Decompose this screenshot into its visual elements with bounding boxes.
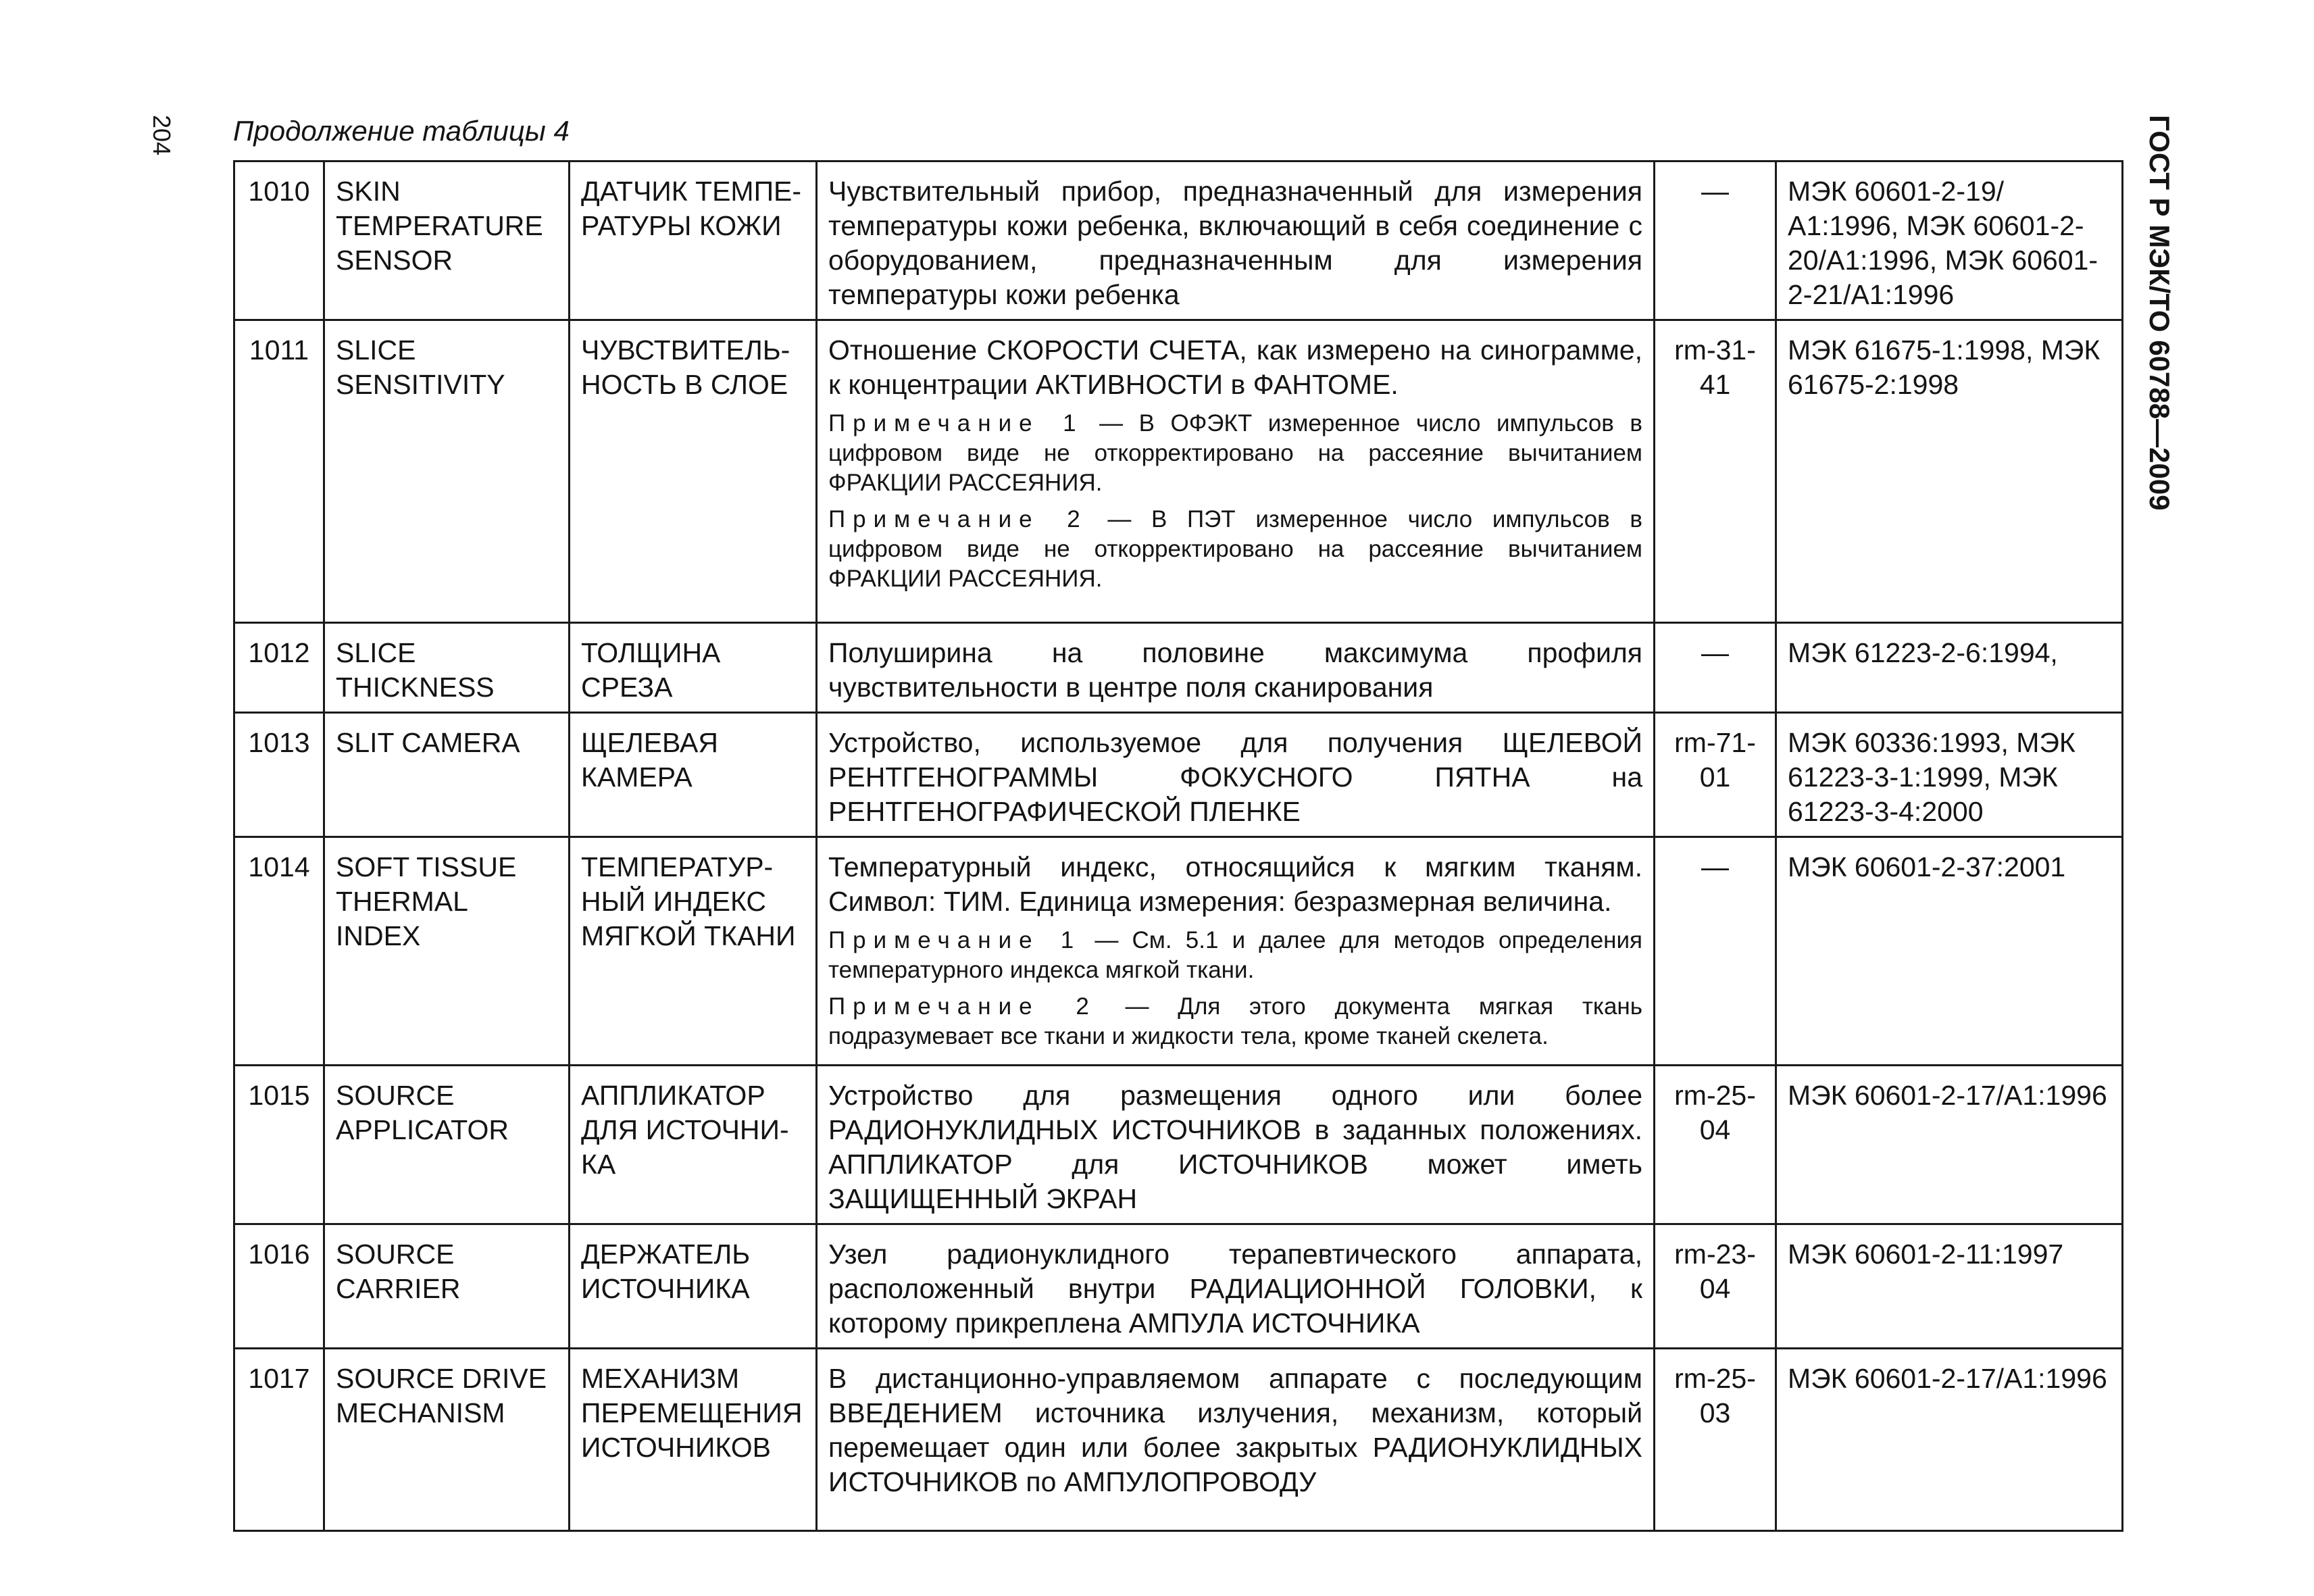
term-definition-cell bbox=[817, 161, 1655, 320]
term-definition-cell bbox=[817, 320, 1655, 623]
note-text: — См. 5.1 и далее для методов определения температурного индекса мягкой ткани. bbox=[828, 927, 1642, 983]
term-english: SLIT CAMERA bbox=[324, 713, 570, 837]
term-standards: МЭК 60601-2-19/А1:1996, МЭК 60601-2-20/А1:1996, МЭК 60601-2-21/А1:1996 bbox=[1776, 161, 2123, 320]
term-definition: Чувствительный прибор, предназначенный для измерения температуры кожи ребенка, включающий в себя соединение с оборудованием, предназначенным для измерения температуры кожи ребенка bbox=[828, 176, 1642, 310]
term-definition: Устройство для размещения одного или более РАДИОНУКЛИДНЫХ ИСТОЧНИКОВ в заданных положениях. АППЛИКАТОР для ИСТОЧНИКОВ может иметь ЗАЩИЩЕННЫЙ ЭКРАН bbox=[828, 1080, 1642, 1214]
term-definition-cell bbox=[817, 713, 1655, 837]
term-english: SOURCE APPLICATOR bbox=[324, 1066, 570, 1224]
term-english: SOFT TISSUE THERMAL INDEX bbox=[324, 837, 570, 1066]
term-number: 1015 bbox=[234, 1066, 324, 1224]
page-number: 204 bbox=[148, 115, 176, 156]
term-number: 1013 bbox=[234, 713, 324, 837]
term-definition: Отношение СКОРОСТИ СЧЕТА, как измерено на синограмме, к концентрации АКТИВНОСТИ в ФАНТОМЕ. bbox=[828, 334, 1642, 400]
term-definition-cell bbox=[817, 1349, 1655, 1531]
note-text: — В ОФЭКТ измеренное число импульсов в цифровом виде не откорректировано на рассеяние вычитанием ФРАКЦИИ РАССЕЯНИЯ. bbox=[828, 410, 1642, 496]
term-reference: rm-71-01 bbox=[1655, 713, 1776, 837]
term-reference: rm-25-03 bbox=[1655, 1349, 1776, 1531]
term-english: SOURCE DRIVE MECHANISM bbox=[324, 1349, 570, 1531]
table-row bbox=[234, 161, 2123, 320]
term-number: 1011 bbox=[234, 320, 324, 623]
term-definition: Узел радионуклидного терапевтического аппарата, расположенный внутри РАДИАЦИОННОЙ ГОЛОВКИ, к которому прикреплена АМПУЛА ИСТОЧНИКА bbox=[828, 1239, 1642, 1339]
term-russian: МЕХАНИЗМ ПЕРЕМЕЩЕНИЯ ИСТОЧНИКОВ bbox=[570, 1349, 817, 1531]
term-reference: rm-25-04 bbox=[1655, 1066, 1776, 1224]
term-definition: Температурный индекс, относящийся к мягким тканям. Символ: ТИМ. Единица измерения: безразмерная величина. bbox=[828, 851, 1642, 917]
term-russian: ДАТЧИК ТЕМПЕ-РАТУРЫ КОЖИ bbox=[570, 161, 817, 320]
term-russian: ТОЛЩИНА СРЕЗА bbox=[570, 623, 817, 713]
term-definition: Устройство, используемое для получения ЩЕЛЕВОЙ РЕНТГЕНОГРАММЫ ФОКУСНОГО ПЯТНА на РЕНТГЕНОГРАФИЧЕСКОЙ ПЛЕНКЕ bbox=[828, 727, 1642, 827]
term-number: 1014 bbox=[234, 837, 324, 1066]
term-note bbox=[828, 505, 1642, 594]
terms-table bbox=[233, 160, 2123, 1532]
term-english: SLICE SENSITIVITY bbox=[324, 320, 570, 623]
table-row bbox=[234, 1066, 2123, 1224]
table-row bbox=[234, 1224, 2123, 1349]
note-text: — В ПЭТ измеренное число импульсов в цифровом виде не откорректировано на рассеяние вычитанием ФРАКЦИИ РАССЕЯНИЯ. bbox=[828, 506, 1642, 592]
table-row bbox=[234, 320, 2123, 623]
term-standards: МЭК 60601-2-17/А1:1996 bbox=[1776, 1349, 2123, 1531]
term-standards: МЭК 60601-2-37:2001 bbox=[1776, 837, 2123, 1066]
term-english: SLICE THICKNESS bbox=[324, 623, 570, 713]
note-lead: Примечание 2 bbox=[828, 506, 1088, 532]
term-russian: АППЛИКАТОР ДЛЯ ИСТОЧНИ-КА bbox=[570, 1066, 817, 1224]
table-row bbox=[234, 713, 2123, 837]
table-row bbox=[234, 1349, 2123, 1531]
term-definition-cell bbox=[817, 1224, 1655, 1349]
term-russian: ДЕРЖАТЕЛЬ ИСТОЧНИКА bbox=[570, 1224, 817, 1349]
term-number: 1017 bbox=[234, 1349, 324, 1531]
term-standards: МЭК 60601-2-17/А1:1996 bbox=[1776, 1066, 2123, 1224]
term-number: 1010 bbox=[234, 161, 324, 320]
term-russian: ТЕМПЕРАТУР-НЫЙ ИНДЕКС МЯГКОЙ ТКАНИ bbox=[570, 837, 817, 1066]
term-definition-cell bbox=[817, 1066, 1655, 1224]
term-number: 1012 bbox=[234, 623, 324, 713]
table-row bbox=[234, 837, 2123, 1066]
term-standards: МЭК 61223-2-6:1994, bbox=[1776, 623, 2123, 713]
term-reference: — bbox=[1655, 161, 1776, 320]
note-text: — Для этого документа мягкая ткань подразумевает все ткани и жидкости тела, кроме тканей скелета. bbox=[828, 993, 1642, 1049]
note-lead: Примечание 1 bbox=[828, 410, 1084, 437]
term-reference: — bbox=[1655, 623, 1776, 713]
term-definition-cell bbox=[817, 837, 1655, 1066]
term-russian: ЧУВСТВИТЕЛЬ-НОСТЬ В СЛОЕ bbox=[570, 320, 817, 623]
term-reference: rm-23-04 bbox=[1655, 1224, 1776, 1349]
term-standards: МЭК 60601-2-11:1997 bbox=[1776, 1224, 2123, 1349]
term-definition: В дистанционно-управляемом аппарате с последующим ВВЕДЕНИЕМ источника излучения, механизм, который перемещает один или более закрытых РАДИОНУКЛИДНЫХ ИСТОЧНИКОВ по АМПУЛОПРОВОДУ bbox=[828, 1363, 1642, 1497]
document-standard-title: ГОСТ Р МЭК/ТО 60788—2009 bbox=[2144, 115, 2175, 511]
term-note bbox=[828, 992, 1642, 1051]
term-russian: ЩЕЛЕВАЯ КАМЕРА bbox=[570, 713, 817, 837]
term-standards: МЭК 60336:1993, МЭК 61223-3-1:1999, МЭК 61223-3-4:2000 bbox=[1776, 713, 2123, 837]
term-english: SOURCE CARRIER bbox=[324, 1224, 570, 1349]
term-standards: МЭК 61675-1:1998, МЭК 61675-2:1998 bbox=[1776, 320, 2123, 623]
term-definition: Полуширина на половине максимума профиля чувствительности в центре поля сканирования bbox=[828, 637, 1642, 703]
term-number: 1016 bbox=[234, 1224, 324, 1349]
term-definition-cell bbox=[817, 623, 1655, 713]
term-reference: rm-31-41 bbox=[1655, 320, 1776, 623]
note-lead: Примечание 1 bbox=[828, 927, 1082, 953]
table-continuation-caption: Продолжение таблицы 4 bbox=[233, 115, 570, 147]
table-row bbox=[234, 623, 2123, 713]
note-lead: Примечание 2 bbox=[828, 993, 1097, 1020]
term-reference: — bbox=[1655, 837, 1776, 1066]
term-note bbox=[828, 926, 1642, 985]
term-note bbox=[828, 409, 1642, 498]
term-english: SKIN TEMPERATURE SENSOR bbox=[324, 161, 570, 320]
